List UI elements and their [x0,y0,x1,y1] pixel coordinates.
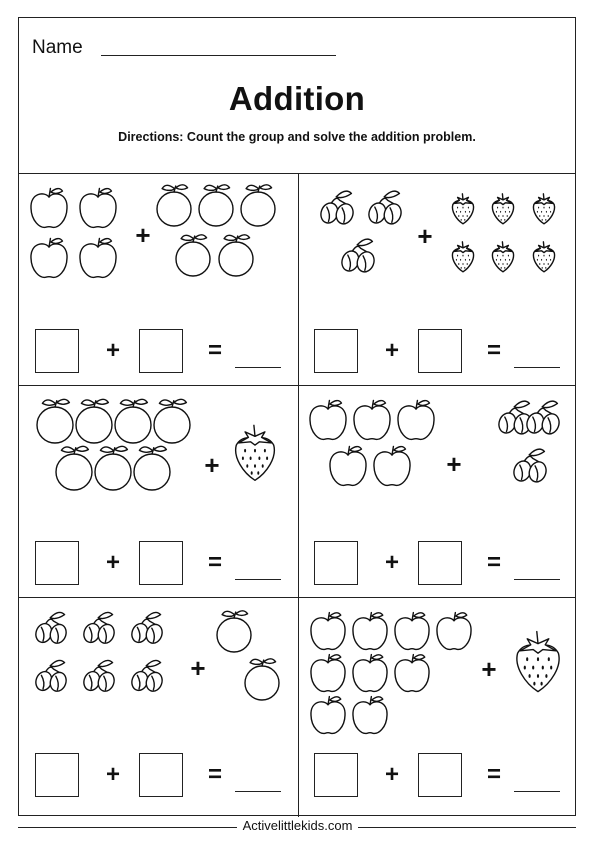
footer-website: Activelittlekids.com [237,818,359,833]
fruit-picture [19,597,298,747]
strawberry-icon [492,194,513,224]
apple-icon [80,188,116,227]
plum-icon [81,612,116,645]
equals-sign: = [486,337,501,364]
name-input-line[interactable] [101,55,336,56]
equals-sign: = [207,761,222,788]
apple-icon [80,238,116,277]
worksheet-header [19,18,575,174]
equation-plus-sign: + [105,337,120,364]
group-plus-sign: + [190,653,206,683]
problem-cell [298,385,577,597]
strawberry-icon [517,632,559,692]
fruit-groups [298,385,577,525]
apple-icon [353,655,387,692]
sum-answer-line[interactable] [235,367,281,368]
fruit-picture [298,597,577,747]
problem-cell [298,597,577,809]
equation-plus-sign: + [384,761,399,788]
answer-box-second[interactable] [418,329,462,373]
problem-cell [19,597,298,809]
answer-box-first[interactable] [314,541,358,585]
sum-answer-line[interactable] [514,791,560,792]
group-plus-sign: + [135,220,151,250]
apple-icon [353,697,387,734]
problem-cell [298,173,577,385]
strawberry-icon [452,194,473,224]
equals-sign: = [486,549,501,576]
strawberry-icon [533,242,554,272]
orange-icon [115,399,151,443]
answer-box-first[interactable] [314,329,358,373]
apple-icon [31,238,67,277]
apple-icon [31,188,67,227]
sum-answer-line[interactable] [235,579,281,580]
orange-icon [157,185,191,226]
fruit-groups [19,173,298,313]
fruit-groups [298,173,577,313]
group-plus-sign: + [446,449,462,479]
strawberry-icon [533,194,554,224]
equation-plus-sign: + [105,761,120,788]
fruit-groups [19,385,298,525]
fruit-picture [298,173,577,323]
apple-icon [354,400,390,439]
equation-plus-sign: + [384,549,399,576]
answer-box-second[interactable] [139,541,183,585]
apple-icon [330,446,366,485]
orange-icon [245,659,279,700]
strawberry-icon [452,242,473,272]
answer-box-first[interactable] [35,753,79,797]
fruit-picture [19,173,298,323]
fruit-groups [19,597,298,737]
strawberry-icon [236,425,275,480]
plum-icon [511,449,549,484]
fruit-picture [298,385,577,535]
apple-icon [311,697,345,734]
equals-sign: = [486,761,501,788]
worksheet [18,17,576,816]
page-title: Addition [228,80,366,117]
group-plus-sign: + [481,654,497,684]
apple-icon [437,613,471,650]
sum-answer-line[interactable] [514,579,560,580]
problem-cell [19,385,298,597]
equation-plus-sign: + [105,549,120,576]
orange-icon [95,446,131,490]
apple-icon [398,400,434,439]
footer [0,818,595,836]
orange-icon [219,235,253,276]
answer-box-second[interactable] [139,329,183,373]
orange-icon [199,185,233,226]
orange-icon [154,399,190,443]
orange-icon [241,185,275,226]
apple-icon [310,400,346,439]
plum-icon [33,612,68,645]
orange-icon [37,399,73,443]
plum-icon [129,612,164,645]
name-label: Name [32,37,83,58]
plum-icon [339,239,377,274]
answer-box-first[interactable] [35,541,79,585]
answer-box-first[interactable] [314,753,358,797]
plum-icon [129,660,164,693]
orange-icon [134,446,170,490]
fruit-groups [298,597,577,737]
sum-answer-line[interactable] [235,791,281,792]
answer-box-second[interactable] [418,753,462,797]
group-plus-sign: + [417,221,433,251]
group-plus-sign: + [204,450,220,480]
equals-sign: = [207,337,222,364]
plum-icon [524,401,562,436]
plum-icon [33,660,68,693]
apple-icon [353,613,387,650]
equals-sign: = [207,549,222,576]
answer-box-first[interactable] [35,329,79,373]
answer-box-second[interactable] [139,753,183,797]
problem-cell [19,173,298,385]
orange-icon [76,399,112,443]
apple-icon [395,613,429,650]
apple-icon [311,613,345,650]
directions-text: Directions: Count the group and solve the addition problem. [118,130,476,144]
apple-icon [311,655,345,692]
apple-icon [374,446,410,485]
sum-answer-line[interactable] [514,367,560,368]
answer-box-second[interactable] [418,541,462,585]
apple-icon [395,655,429,692]
plum-icon [318,191,356,226]
plum-icon [81,660,116,693]
orange-icon [176,235,210,276]
orange-icon [217,611,251,652]
fruit-picture [19,385,298,535]
strawberry-icon [492,242,513,272]
plum-icon [366,191,404,226]
equation-plus-sign: + [384,337,399,364]
problem-grid [19,173,575,817]
orange-icon [56,446,92,490]
